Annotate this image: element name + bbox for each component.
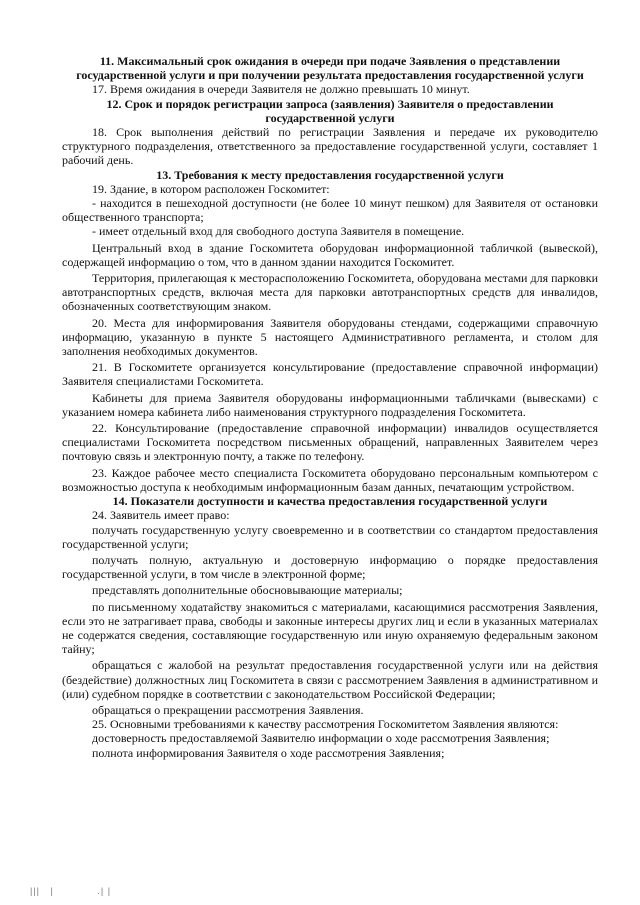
paragraph-24-f: обращаться о прекращении рассмотрения Заявления. — [92, 702, 364, 717]
paragraph-17: 17. Время ожидания в очереди Заявителя не должно превышать 10 минут. — [92, 82, 470, 97]
paragraph-24-d: по письменному ходатайству знакомиться с материалами, касающимися рассмотрения Заявления, если это не затрагивает права, свободы и законные интересы других лиц и если в указанных материалах не содержатся сведения, составляющие государственную или иную охраняемую федеральным законом тайну; — [62, 599, 598, 657]
paragraph-24-c: представлять дополнительные обосновывающие материалы; — [92, 583, 403, 598]
paragraph-18: 18. Срок выполнения действий по регистрации Заявления и передаче их руководителю структурного подразделения, ответственного за предоставление государственной услуги, составляет 1 рабочий день. — [62, 125, 598, 168]
section-12-heading: 12. Срок и порядок регистрации запроса (заявления) Заявителя о предоставлении государственной услуги — [106, 96, 554, 125]
scan-mark: .| | — [97, 886, 112, 896]
paragraph-21-a: Кабинеты для приема Заявителя оборудованы информационными табличками (вывесками) с указанием номера кабинета либо наименования структурного подразделения Госкомитета. — [62, 390, 598, 419]
paragraph-19-b: - имеет отдельный вход для свободного доступа Заявителя в помещение. — [92, 224, 465, 239]
document-page — [62, 54, 598, 760]
paragraph-21: 21. В Госкомитете организуется консультирование (предоставление справочной информации) Заявителя специалистами Госкомитета. — [62, 360, 598, 389]
paragraph-24-e: обращаться с жалобой на результат предоставления государственной услуги или на действия (бездействие) должностных лиц Госкомитета в связи с рассмотрением Заявления в административном и (или) судебном порядке в соответствии с законодательством Российской Федерации; — [62, 658, 598, 701]
paragraph-19: 19. Здание, в котором расположен Госкомитет: — [92, 181, 330, 196]
paragraph-25-b: полнота информирования Заявителя о ходе рассмотрения Заявления; — [92, 745, 445, 760]
paragraph-22: 22. Консультирование (предоставление справочной информации) инвалидов осуществляется специалистами Госкомитета посредством письменных обращений, направленных Заявителем через почтовую связь и электронную почту, а также по телефону. — [62, 421, 598, 464]
section-14-heading: 14. Показатели доступности и качества предоставления государственной услуги — [112, 494, 548, 509]
scan-mark: ||| | — [30, 886, 54, 896]
paragraph-19-c: Центральный вход в здание Госкомитета оборудован информационной табличкой (вывеской), содержащей информацию о том, что в данном здании находится Госкомитет. — [62, 240, 598, 269]
paragraph-24: 24. Заявитель имеет право: — [92, 508, 230, 523]
section-13-heading: 13. Требования к месту предоставления государственной услуги — [156, 167, 504, 182]
scan-marks — [30, 886, 151, 896]
paragraph-25: 25. Основными требованиями к качеству рассмотрения Госкомитетом Заявления являются: — [92, 717, 559, 732]
paragraph-23: 23. Каждое рабочее место специалиста Госкомитета оборудовано персональным компьютером с возможностью доступа к необходимым информационным базам данных, печатающим устройством. — [62, 465, 598, 494]
paragraph-24-a: получать государственную услугу своевременно и в соответствии со стандартом предоставления государственной услуги; — [62, 522, 598, 551]
paragraph-20: 20. Места для информирования Заявителя оборудованы стендами, содержащими справочную информацию, указанную в пункте 5 настоящего Административного регламента, и столом для заполнения необходимых документов. — [62, 315, 598, 359]
paragraph-19-d: Территория, прилегающая к месторасположению Госкомитета, оборудована местами для парковки автотранспортных средств, включая места для парковки автотранспортных средств для инвалидов, обозначенных соответствующим знаком. — [62, 271, 598, 314]
paragraph-25-a: достоверность предоставляемой Заявителю информации о ходе рассмотрения Заявления; — [92, 731, 550, 746]
paragraph-24-b: получать полную, актуальную и достоверную информацию о порядке предоставления государственной услуги, в том числе в электронной форме; — [62, 552, 598, 582]
section-11-heading: 11. Максимальный срок ожидания в очереди при подаче Заявления о представлении государственной услуги и при получении результата предоставления государственной услуги — [76, 54, 584, 83]
paragraph-19-a: - находится в пешеходной доступности (не более 10 минут пешком) для Заявителя от остановки общественного транспорта; — [62, 196, 598, 225]
